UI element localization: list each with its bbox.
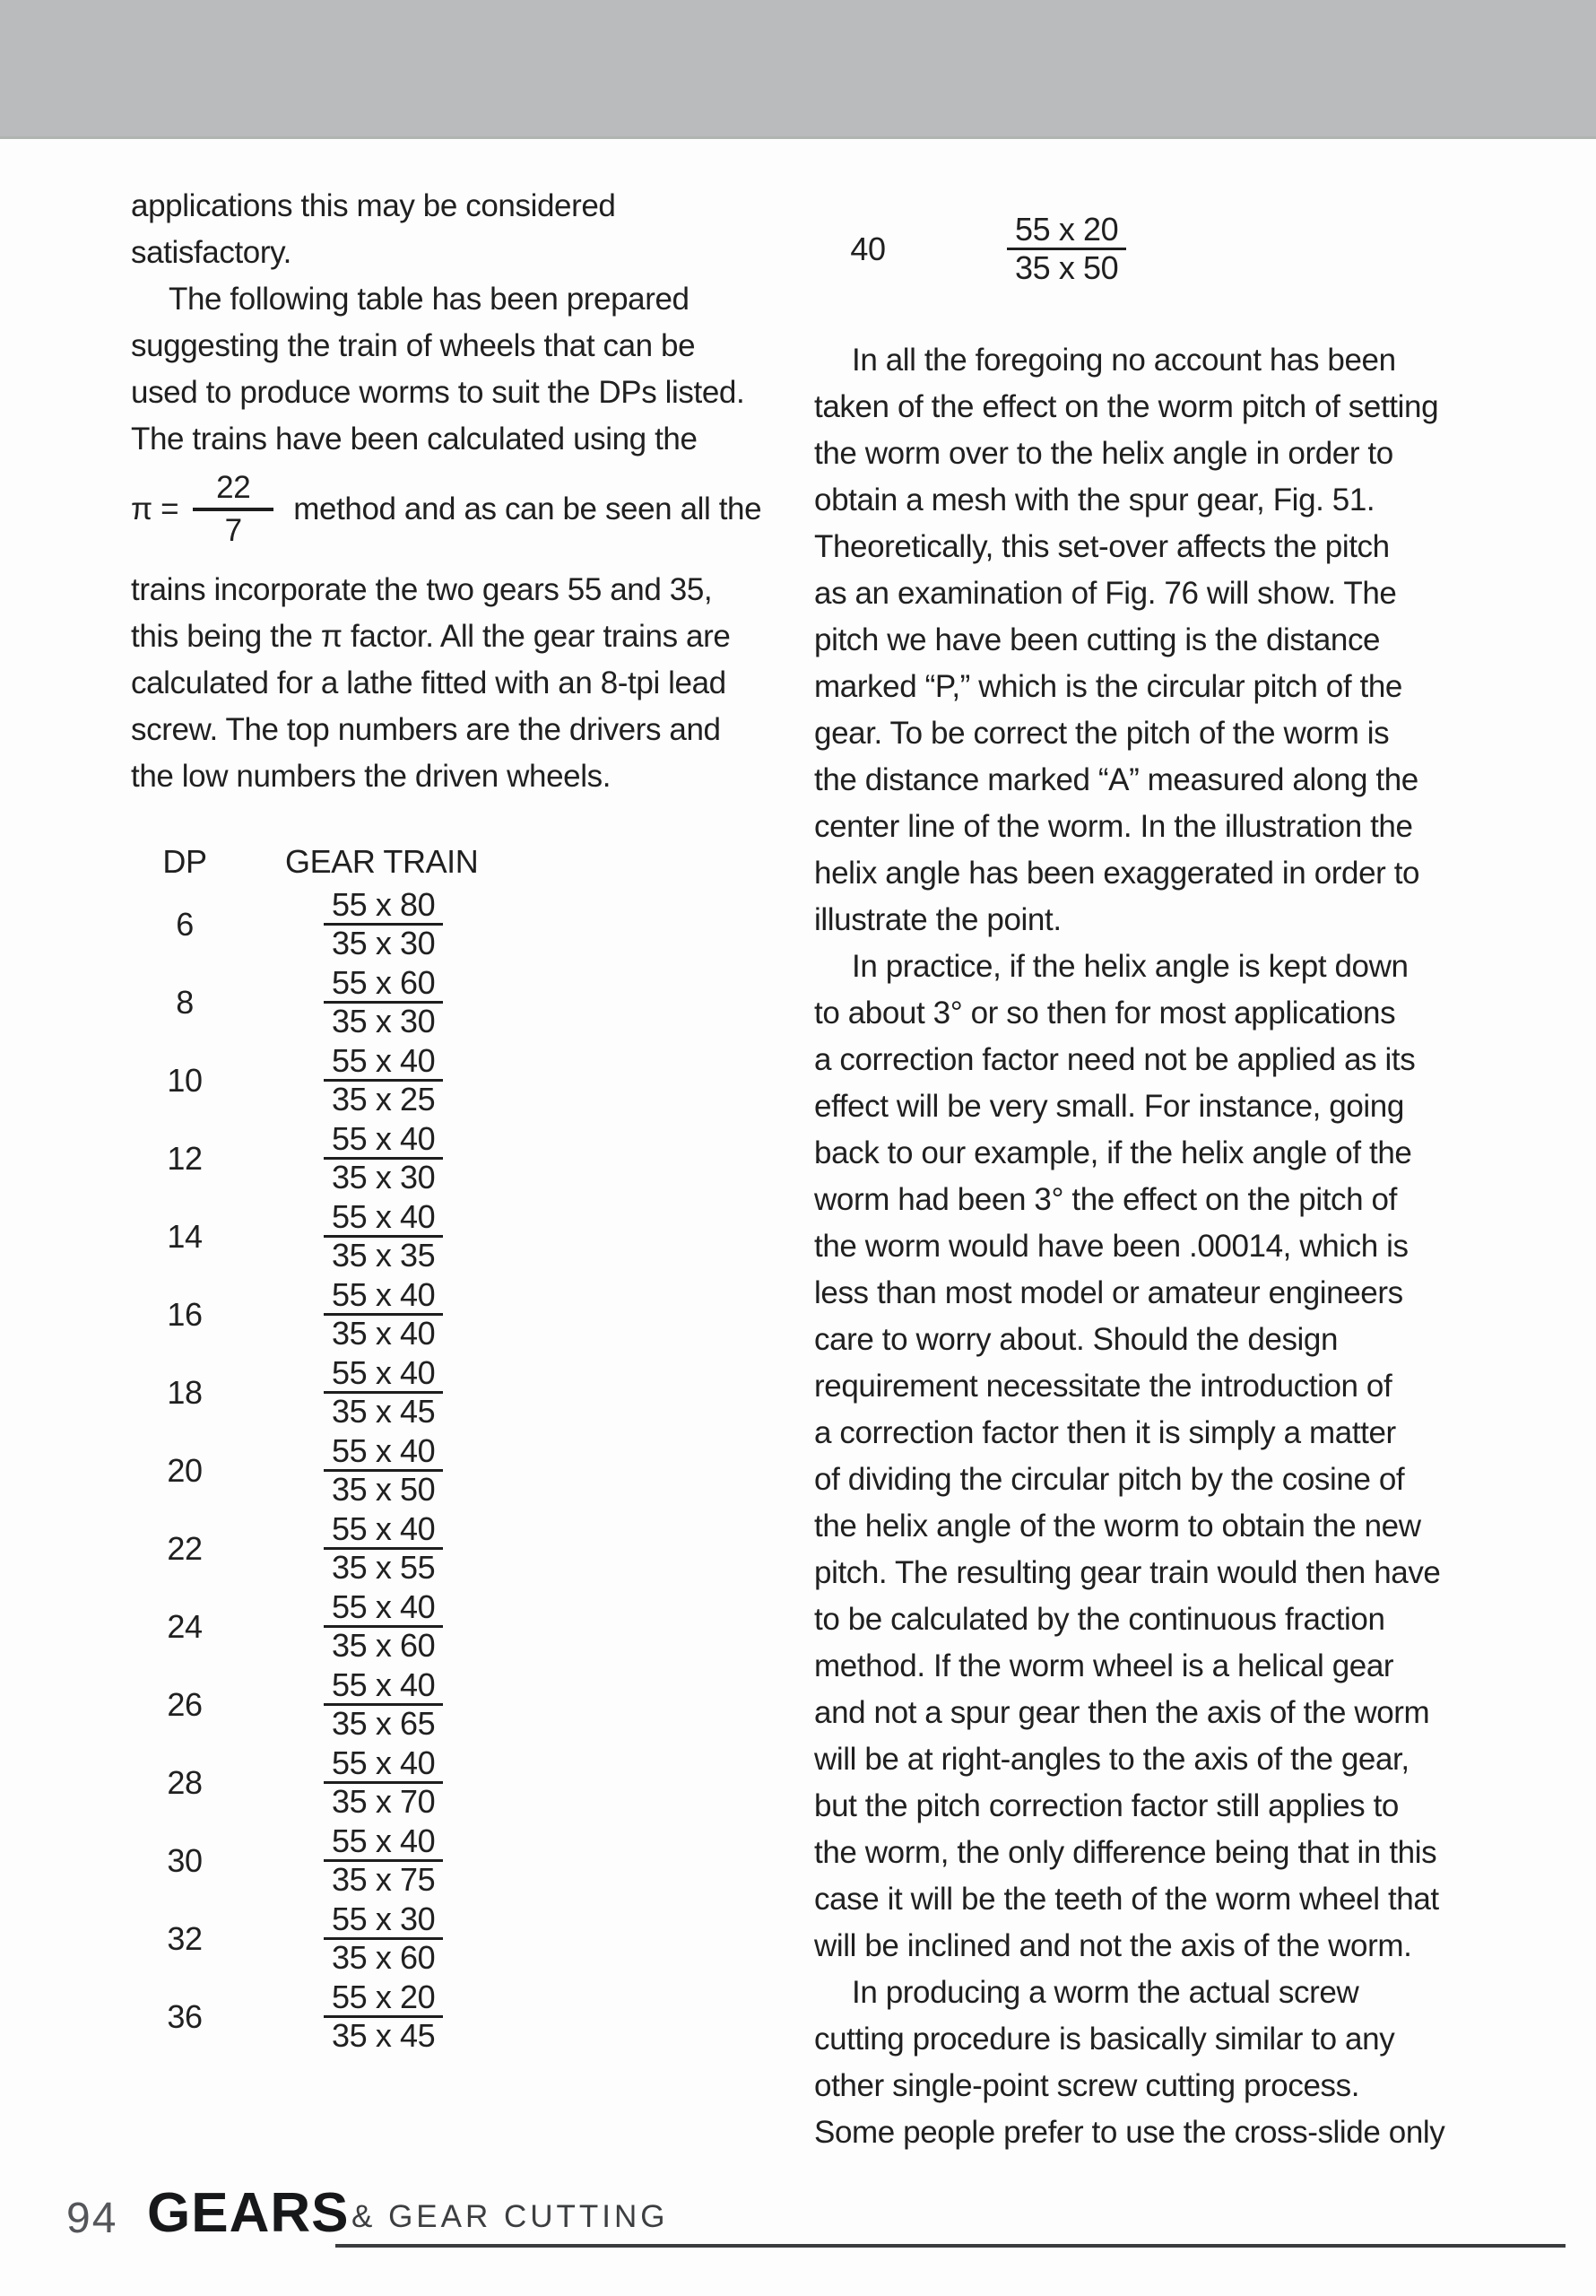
text-line: the worm, the only difference being that in this — [814, 1835, 1437, 1870]
text-line: the worm would have been .00014, which is — [814, 1229, 1409, 1264]
gear-train-fraction — [324, 1121, 443, 1196]
fraction-denominator-driven: 35 x 35 — [332, 1237, 436, 1274]
text-line: screw. The top numbers are the drivers and — [131, 712, 721, 747]
text-line: will be inclined and not the axis of the worm. — [814, 1928, 1412, 1963]
text-line: back to our example, if the helix angle of the — [814, 1135, 1412, 1170]
formula-trailing-text: method and as can be seen all the — [293, 491, 762, 526]
fraction-denominator-driven: 35 x 45 — [332, 1393, 436, 1430]
text-line: as an examination of Fig. 76 will show. The — [814, 576, 1397, 611]
fraction-denominator-driven: 35 x 30 — [332, 1003, 436, 1039]
table-body — [131, 885, 615, 2056]
text-line: cutting procedure is basically similar to any — [814, 2022, 1395, 2057]
fraction-denominator-driven: 35 x 70 — [332, 1783, 436, 1820]
fraction-numerator-drivers: 55 x 20 — [324, 1979, 443, 2018]
gear-train-row — [131, 1900, 615, 1978]
gear-train-row — [131, 1353, 615, 1431]
text-line: method. If the worm wheel is a helical gear — [814, 1648, 1394, 1683]
fraction-numerator-drivers: 55 x 40 — [324, 1199, 443, 1238]
fraction-numerator-drivers: 55 x 40 — [324, 1121, 443, 1160]
text-line: effect will be very small. For instance, going — [814, 1089, 1404, 1124]
gear-train-fraction — [324, 1589, 443, 1664]
paragraph-table-intro-cont — [131, 567, 799, 800]
fraction-numerator-drivers: 55 x 40 — [324, 1589, 443, 1628]
dp-value: 28 — [167, 1763, 203, 1801]
dp-value: 24 — [167, 1607, 203, 1645]
gear-train-row — [131, 1509, 615, 1587]
dp-value: 10 — [167, 1061, 203, 1099]
fraction-denominator-driven: 35 x 55 — [332, 1549, 436, 1586]
text-line: Theoretically, this set-over affects the pitch — [814, 529, 1390, 564]
gear-train-fraction — [324, 1277, 443, 1352]
dp-value: 8 — [176, 983, 194, 1021]
pi-fraction-denominator: 7 — [224, 513, 242, 548]
gear-train-fraction — [1007, 212, 1126, 286]
fraction-numerator-drivers: 55 x 40 — [324, 1433, 443, 1472]
left-column — [131, 183, 799, 800]
gear-train-fraction — [324, 1823, 443, 1898]
text-line: helix angle has been exaggerated in order to — [814, 856, 1420, 891]
pi-formula — [131, 463, 799, 556]
gear-train-row-continuation — [814, 210, 1126, 288]
text-line: taken of the effect on the worm pitch of setting — [814, 389, 1439, 424]
paragraph-foregoing — [814, 337, 1496, 944]
gear-train-fraction — [324, 1043, 443, 1118]
fraction-denominator-driven: 35 x 25 — [332, 1081, 436, 1118]
text-line: marked “P,” which is the circular pitch of the — [814, 669, 1402, 704]
text-line: requirement necessitate the introduction of — [814, 1369, 1392, 1404]
text-line: worm had been 3° the effect on the pitch of — [814, 1182, 1397, 1217]
gear-train-row — [131, 1119, 615, 1197]
text-line: satisfactory. — [131, 235, 291, 270]
gear-train-row — [131, 1431, 615, 1509]
footer-rule — [335, 2244, 1566, 2248]
text-line: obtain a mesh with the spur gear, Fig. 51. — [814, 483, 1375, 517]
text-line: a correction factor need not be applied as its — [814, 1042, 1416, 1077]
fraction-numerator-drivers: 55 x 40 — [324, 1745, 443, 1784]
fraction-denominator-driven: 35 x 60 — [332, 1627, 436, 1664]
text-line: less than most model or amateur engineers — [814, 1275, 1403, 1310]
paragraph-producing-worm — [814, 1970, 1496, 2156]
gear-train-fraction — [324, 965, 443, 1039]
dp-value: 12 — [167, 1139, 203, 1177]
fraction-numerator-drivers: 55 x 20 — [1007, 212, 1126, 250]
dp-value: 20 — [167, 1451, 203, 1489]
gear-train-fraction — [324, 1511, 443, 1586]
dp-value: 30 — [167, 1841, 203, 1879]
gear-train-fraction — [324, 1979, 443, 2054]
text-line: calculated for a lathe fitted with an 8-tpi lead — [131, 665, 726, 700]
dp-value: 18 — [167, 1373, 203, 1411]
pi-fraction-numerator: 22 — [193, 468, 273, 511]
text-line: care to worry about. Should the design — [814, 1322, 1339, 1357]
fraction-denominator-driven: 35 x 40 — [332, 1315, 436, 1352]
fraction-numerator-drivers: 55 x 30 — [324, 1901, 443, 1940]
fraction-denominator-driven: 35 x 65 — [332, 1705, 436, 1742]
fraction-denominator-driven: 35 x 75 — [332, 1861, 436, 1898]
gear-train-fraction — [324, 1433, 443, 1508]
fraction-numerator-drivers: 55 x 40 — [324, 1277, 443, 1316]
dp-value: 14 — [167, 1217, 203, 1255]
fraction-numerator-drivers: 55 x 40 — [324, 1823, 443, 1862]
text-line: of dividing the circular pitch by the cosine of — [814, 1462, 1405, 1497]
fraction-denominator-driven: 35 x 50 — [332, 1471, 436, 1508]
text-line: will be at right-angles to the axis of the gear, — [814, 1742, 1410, 1777]
text-line: center line of the worm. In the illustration the — [814, 809, 1413, 844]
fraction-denominator-driven: 35 x 50 — [1015, 249, 1119, 286]
gear-train-row — [131, 1822, 615, 1900]
text-line: the helix angle of the worm to obtain the new — [814, 1509, 1421, 1544]
text-line: gear. To be correct the pitch of the worm is — [814, 716, 1390, 751]
dp-value: 22 — [167, 1529, 203, 1567]
text-line: In practice, if the helix angle is kept down — [852, 949, 1409, 984]
gear-train-row — [131, 1041, 615, 1119]
text-line: Some people prefer to use the cross-slide only — [814, 2115, 1445, 2150]
dp-value: 6 — [176, 905, 194, 943]
text-line: case it will be the teeth of the worm wheel that — [814, 1882, 1439, 1917]
gear-train-fraction — [324, 1355, 443, 1430]
gear-train-column-header: GEAR TRAIN — [285, 843, 479, 880]
text-line: applications this may be considered — [131, 188, 616, 223]
book-subtitle: & GEAR CUTTING — [351, 2199, 669, 2234]
gear-train-row — [131, 1744, 615, 1822]
fraction-denominator-driven: 35 x 30 — [332, 925, 436, 961]
text-line: this being the π factor. All the gear trains are — [131, 619, 731, 654]
book-title: GEARS — [147, 2182, 350, 2244]
text-line: to be calculated by the continuous fraction — [814, 1602, 1385, 1637]
fraction-numerator-drivers: 55 x 80 — [324, 887, 443, 926]
fraction-denominator-driven: 35 x 60 — [332, 1939, 436, 1976]
page-number: 94 — [66, 2195, 118, 2242]
fraction-denominator-driven: 35 x 30 — [332, 1159, 436, 1196]
gear-train-row — [131, 1665, 615, 1744]
gear-train-fraction — [324, 1745, 443, 1820]
text-line: but the pitch correction factor still applies to — [814, 1788, 1399, 1823]
text-line: a correction factor then it is simply a matter — [814, 1415, 1396, 1450]
text-line: the worm over to the helix angle in order to — [814, 436, 1393, 471]
dp-value: 36 — [167, 1997, 203, 2035]
text-line: to about 3° or so then for most applications — [814, 996, 1396, 1031]
gear-train-fraction — [324, 1667, 443, 1742]
gear-train-row — [131, 1978, 615, 2056]
text-line: illustrate the point. — [814, 902, 1062, 937]
fraction-numerator-drivers: 55 x 60 — [324, 965, 443, 1004]
text-line: In all the foregoing no account has been — [852, 343, 1396, 378]
gear-train-row — [131, 963, 615, 1041]
text-line: pitch. The resulting gear train would then have — [814, 1555, 1441, 1590]
pi-equals-label: π = — [131, 491, 179, 526]
text-line: the distance marked “A” measured along the — [814, 762, 1418, 797]
gear-train-row — [131, 885, 615, 963]
text-line: In producing a worm the actual screw — [852, 1975, 1359, 2010]
gear-train-fraction — [324, 1901, 443, 1976]
dp-value: 26 — [167, 1685, 203, 1723]
gear-train-table — [131, 839, 615, 2056]
paragraph-table-intro — [131, 276, 799, 463]
dp-value: 40 — [850, 230, 886, 267]
paragraph-continuation — [131, 183, 799, 276]
text-line: used to produce worms to suit the DPs listed. — [131, 375, 745, 410]
text-line: the low numbers the driven wheels. — [131, 759, 612, 794]
fraction-denominator-driven: 35 x 45 — [332, 2017, 436, 2054]
fraction-numerator-drivers: 55 x 40 — [324, 1667, 443, 1706]
gear-train-row — [131, 1197, 615, 1275]
dp-column-header: DP — [162, 843, 207, 880]
dp-value: 16 — [167, 1295, 203, 1333]
gear-train-row — [131, 1275, 615, 1353]
table-header-row — [131, 839, 615, 885]
gear-train-fraction — [324, 1199, 443, 1274]
text-line: and not a spur gear then the axis of the worm — [814, 1695, 1430, 1730]
pi-fraction — [193, 468, 273, 551]
fraction-numerator-drivers: 55 x 40 — [324, 1355, 443, 1394]
text-line: other single-point screw cutting process. — [814, 2068, 1360, 2103]
text-line: The trains have been calculated using the — [131, 422, 698, 457]
dp-value: 32 — [167, 1919, 203, 1957]
paragraph-in-practice — [814, 944, 1496, 1970]
text-line: suggesting the train of wheels that can be — [131, 328, 696, 363]
text-line: trains incorporate the two gears 55 and 35, — [131, 572, 713, 607]
right-column — [814, 337, 1496, 2156]
text-line: The following table has been prepared — [169, 282, 690, 317]
fraction-numerator-drivers: 55 x 40 — [324, 1511, 443, 1550]
gear-train-row — [131, 1587, 615, 1665]
fraction-numerator-drivers: 55 x 40 — [324, 1043, 443, 1082]
gear-train-fraction — [324, 887, 443, 961]
text-line: pitch we have been cutting is the distance — [814, 622, 1381, 657]
page-top-gray-bar — [0, 0, 1596, 139]
